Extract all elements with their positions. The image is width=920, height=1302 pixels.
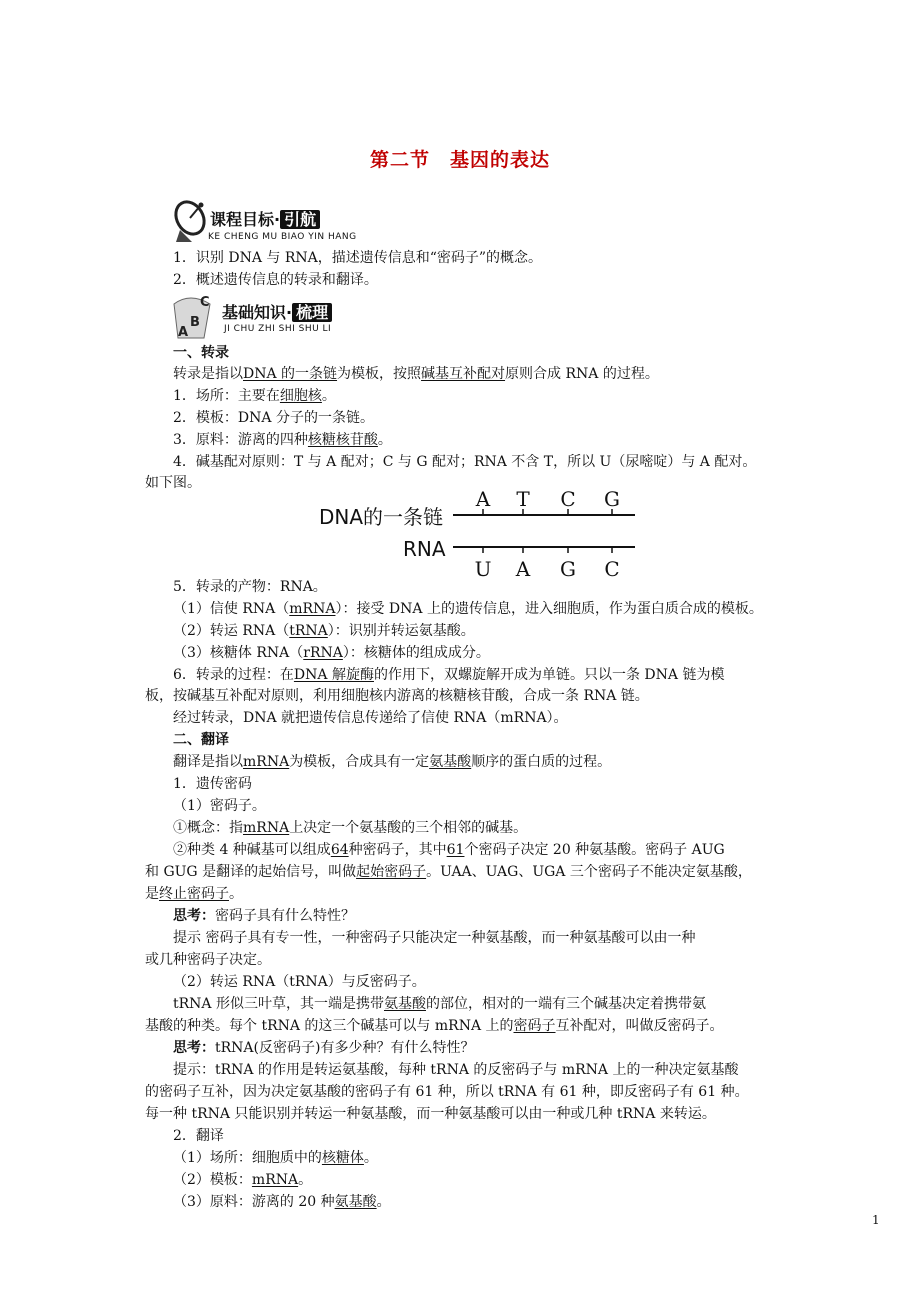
text: ）：识别并转运氨基酸。	[327, 623, 475, 639]
underlined-term: mRNA	[289, 601, 336, 617]
text: 的部位，相对的一端有三个碱基决定着携带氨	[425, 996, 706, 1012]
section-heading-transcription: 一、转录	[173, 345, 229, 361]
codon-heading: （1）密码子。	[173, 798, 266, 814]
underlined-term: DNA 的一条链	[243, 366, 338, 382]
underlined-term: 氨基酸	[383, 996, 426, 1012]
text: 和 GUG 是翻译的起始信号，叫做	[145, 864, 357, 880]
text: （1）场所：细胞质中的	[173, 1150, 322, 1166]
text: 。UAA、UAG、UGA 三个密码子不能决定氨基酸，	[426, 864, 752, 880]
translation-template	[173, 1170, 312, 1190]
think-question-2	[173, 1038, 474, 1058]
text: （2）转运 RNA（	[173, 623, 290, 639]
dna-base-label: G	[604, 487, 620, 511]
goal-1: 1．识别 DNA 与 RNA，描述遗传信息和“密码子”的概念。	[173, 250, 543, 266]
underlined-term: 密码子	[513, 1018, 556, 1034]
abc-blocks-icon	[170, 290, 216, 342]
text: 为模板，合成具有一定	[289, 754, 430, 770]
translation-definition	[173, 752, 611, 772]
item-base-pairing: 4．碱基配对原则：T 与 A 配对；C 与 G 配对；RNA 不含 T，所以 U（尿嘧啶）与 A 配对。	[173, 454, 757, 470]
text: 个密码子决定 20 种氨基酸。密码子 AUG	[464, 842, 725, 858]
text: 转录是指以	[173, 366, 243, 382]
icon-letter-a: A	[178, 325, 189, 340]
text: （3）原料：游离的 20 种	[173, 1194, 335, 1210]
banner-dot: ·	[274, 210, 281, 229]
underlined-term: rRNA	[303, 645, 343, 661]
banner-basic-knowledge	[170, 290, 390, 342]
text: ）：核糖体的组成成分。	[342, 645, 490, 661]
dna-bases	[475, 487, 620, 515]
underlined-term: 碱基互补配对	[421, 366, 506, 382]
banner-course-goals	[170, 196, 370, 246]
underlined-term: 61	[446, 842, 465, 858]
text: 种密码子，其中	[348, 842, 447, 858]
text: 为模板，按照	[337, 366, 422, 382]
icon-letter-b: B	[190, 315, 200, 330]
text: 是	[145, 886, 159, 902]
product-rrna	[173, 643, 490, 663]
codon-types	[173, 840, 725, 860]
page-title: 第二节 基因的表达	[369, 149, 550, 171]
text: ②种类 4 种碱基可以组成	[173, 842, 331, 858]
trna-description	[173, 994, 706, 1014]
banner-subtitle: KE CHENG MU BIAO YIN HANG	[208, 232, 357, 242]
item-process-cont: 板，按碱基互补配对原则，利用细胞核内游离的核糖核苷酸，合成一条 RNA 链。	[145, 688, 649, 704]
item-materials	[173, 430, 392, 450]
rna-base-label: G	[560, 557, 576, 581]
banner-title-text: 基础知识	[222, 303, 287, 322]
underlined-term: 起始密码子	[356, 864, 427, 880]
hint-1-cont: 或几种密码子决定。	[145, 952, 271, 968]
underlined-term: 细胞核	[279, 388, 322, 404]
translation-materials	[173, 1192, 391, 1212]
item-process	[173, 665, 724, 685]
text: 。	[377, 432, 392, 448]
codon-types-cont	[145, 862, 752, 882]
subheading-translation: 2．翻译	[173, 1128, 224, 1144]
translation-location	[173, 1148, 378, 1168]
text: tRNA 形似三叶草，其一端是携带	[173, 996, 384, 1012]
base-pairing-diagram	[315, 484, 655, 584]
dna-base-label: A	[475, 487, 491, 511]
underlined-term: mRNA	[243, 754, 290, 770]
text: ）：接受 DNA 上的遗传信息，进入细胞质，作为蛋白质合成的模板。	[335, 601, 763, 617]
dna-base-label: C	[560, 487, 576, 511]
banner-highlight: 引航	[280, 210, 320, 229]
subheading-genetic-code: 1．遗传密码	[173, 776, 252, 792]
hint-2-cont: 的密码子互补，因为决定氨基酸的密码子有 61 种，所以 tRNA 有 61 种，即反密码子有 61 种。	[145, 1084, 749, 1100]
think-label: 思考：	[173, 908, 215, 924]
banner-highlight: 梳理	[292, 303, 332, 322]
product-trna	[173, 621, 475, 641]
hint-1: 提示 密码子具有专一性，一种密码子只能决定一种氨基酸，而一种氨基酸可以由一种	[173, 930, 696, 946]
trna-heading: （2）转运 RNA（tRNA）与反密码子。	[173, 974, 426, 990]
text: （1）信使 RNA（	[173, 601, 290, 617]
goal-2: 2．概述遗传信息的转录和翻译。	[173, 272, 378, 288]
trna-description-cont	[145, 1016, 724, 1036]
text: 。	[229, 886, 243, 902]
text: （3）核糖体 RNA（	[173, 645, 304, 661]
transcription-definition	[173, 364, 659, 384]
section-heading-translation: 二、翻译	[173, 732, 229, 748]
think-question-1	[173, 906, 355, 926]
underlined-term: 64	[330, 842, 349, 858]
underlined-term: mRNA	[251, 1172, 299, 1188]
hint-2-cont2: 每一种 tRNA 只能识别并转运一种氨基酸，而一种氨基酸可以由一种或几种 tRNA 来转运。	[145, 1106, 716, 1122]
text: 互补配对，叫做反密码子。	[555, 1018, 724, 1034]
text: 原则合成 RNA 的过程。	[505, 366, 659, 382]
text: 。	[298, 1172, 313, 1188]
text: 6．转录的过程：在	[173, 667, 294, 683]
underlined-term: mRNA	[243, 820, 290, 836]
rna-base-label: A	[515, 557, 531, 581]
product-mrna	[173, 599, 763, 619]
text: 。	[376, 1194, 391, 1210]
satellite-dish-icon	[170, 196, 210, 244]
banner-title	[210, 207, 320, 230]
item-products: 5．转录的产物：RNA。	[173, 579, 327, 595]
text: （2）模板：	[173, 1172, 252, 1188]
rna-bases	[475, 547, 620, 581]
text: 密码子具有什么特性？	[215, 908, 355, 924]
banner-subtitle: JI CHU ZHI SHI SHU LI	[224, 324, 332, 334]
banner-title	[222, 300, 332, 323]
underlined-term: 氨基酸	[429, 754, 472, 770]
text: 3．原料：游离的四种	[173, 432, 308, 448]
think-label: 思考：	[173, 1040, 215, 1056]
underlined-term: tRNA	[289, 623, 328, 639]
transcription-summary: 经过转录，DNA 就把遗传信息传递给了信使 RNA（mRNA）。	[173, 710, 568, 726]
text: 翻译是指以	[173, 754, 243, 770]
banner-title-text: 课程目标	[210, 210, 275, 229]
dna-strand-label: DNA的一条链	[319, 505, 444, 529]
text: 上决定一个氨基酸的三个相邻的碱基。	[289, 820, 528, 836]
text: 。	[363, 1150, 378, 1166]
text: 的作用下，双螺旋解开成为单链。只以一条 DNA 链为模	[373, 667, 725, 683]
item-location	[173, 386, 336, 406]
rna-strand-label: RNA	[403, 537, 446, 561]
underlined-term: 核糖核苷酸	[307, 432, 378, 448]
rna-base-label: U	[474, 557, 492, 581]
codon-types-cont2	[145, 884, 243, 904]
text: 顺序的蛋白质的过程。	[471, 754, 612, 770]
underlined-term: 氨基酸	[334, 1194, 377, 1210]
rna-base-label: C	[604, 557, 620, 581]
item-base-pairing-cont: 如下图。	[145, 475, 201, 491]
underlined-term: 终止密码子	[159, 886, 229, 902]
text: 1．场所：主要在	[173, 388, 280, 404]
dna-base-label: T	[516, 487, 530, 511]
underlined-term: 核糖体	[321, 1150, 364, 1166]
banner-dot: ·	[286, 303, 293, 322]
hint-2: 提示：tRNA 的作用是转运氨基酸，每种 tRNA 的反密码子与 mRNA 上的一种决定氨基酸	[173, 1062, 739, 1078]
item-template: 2．模板：DNA 分子的一条链。	[173, 410, 374, 426]
text: 。	[321, 388, 336, 404]
text: 基酸的种类。每个 tRNA 的这三个碱基可以与 mRNA 上的	[145, 1018, 514, 1034]
underlined-term: DNA 解旋酶	[293, 667, 374, 683]
text: ①概念：指	[173, 820, 243, 836]
page-number: 1	[872, 1213, 880, 1227]
codon-concept	[173, 818, 527, 838]
icon-letter-c: C	[200, 295, 210, 310]
text: tRNA(反密码子)有多少种？有什么特性？	[215, 1040, 475, 1056]
